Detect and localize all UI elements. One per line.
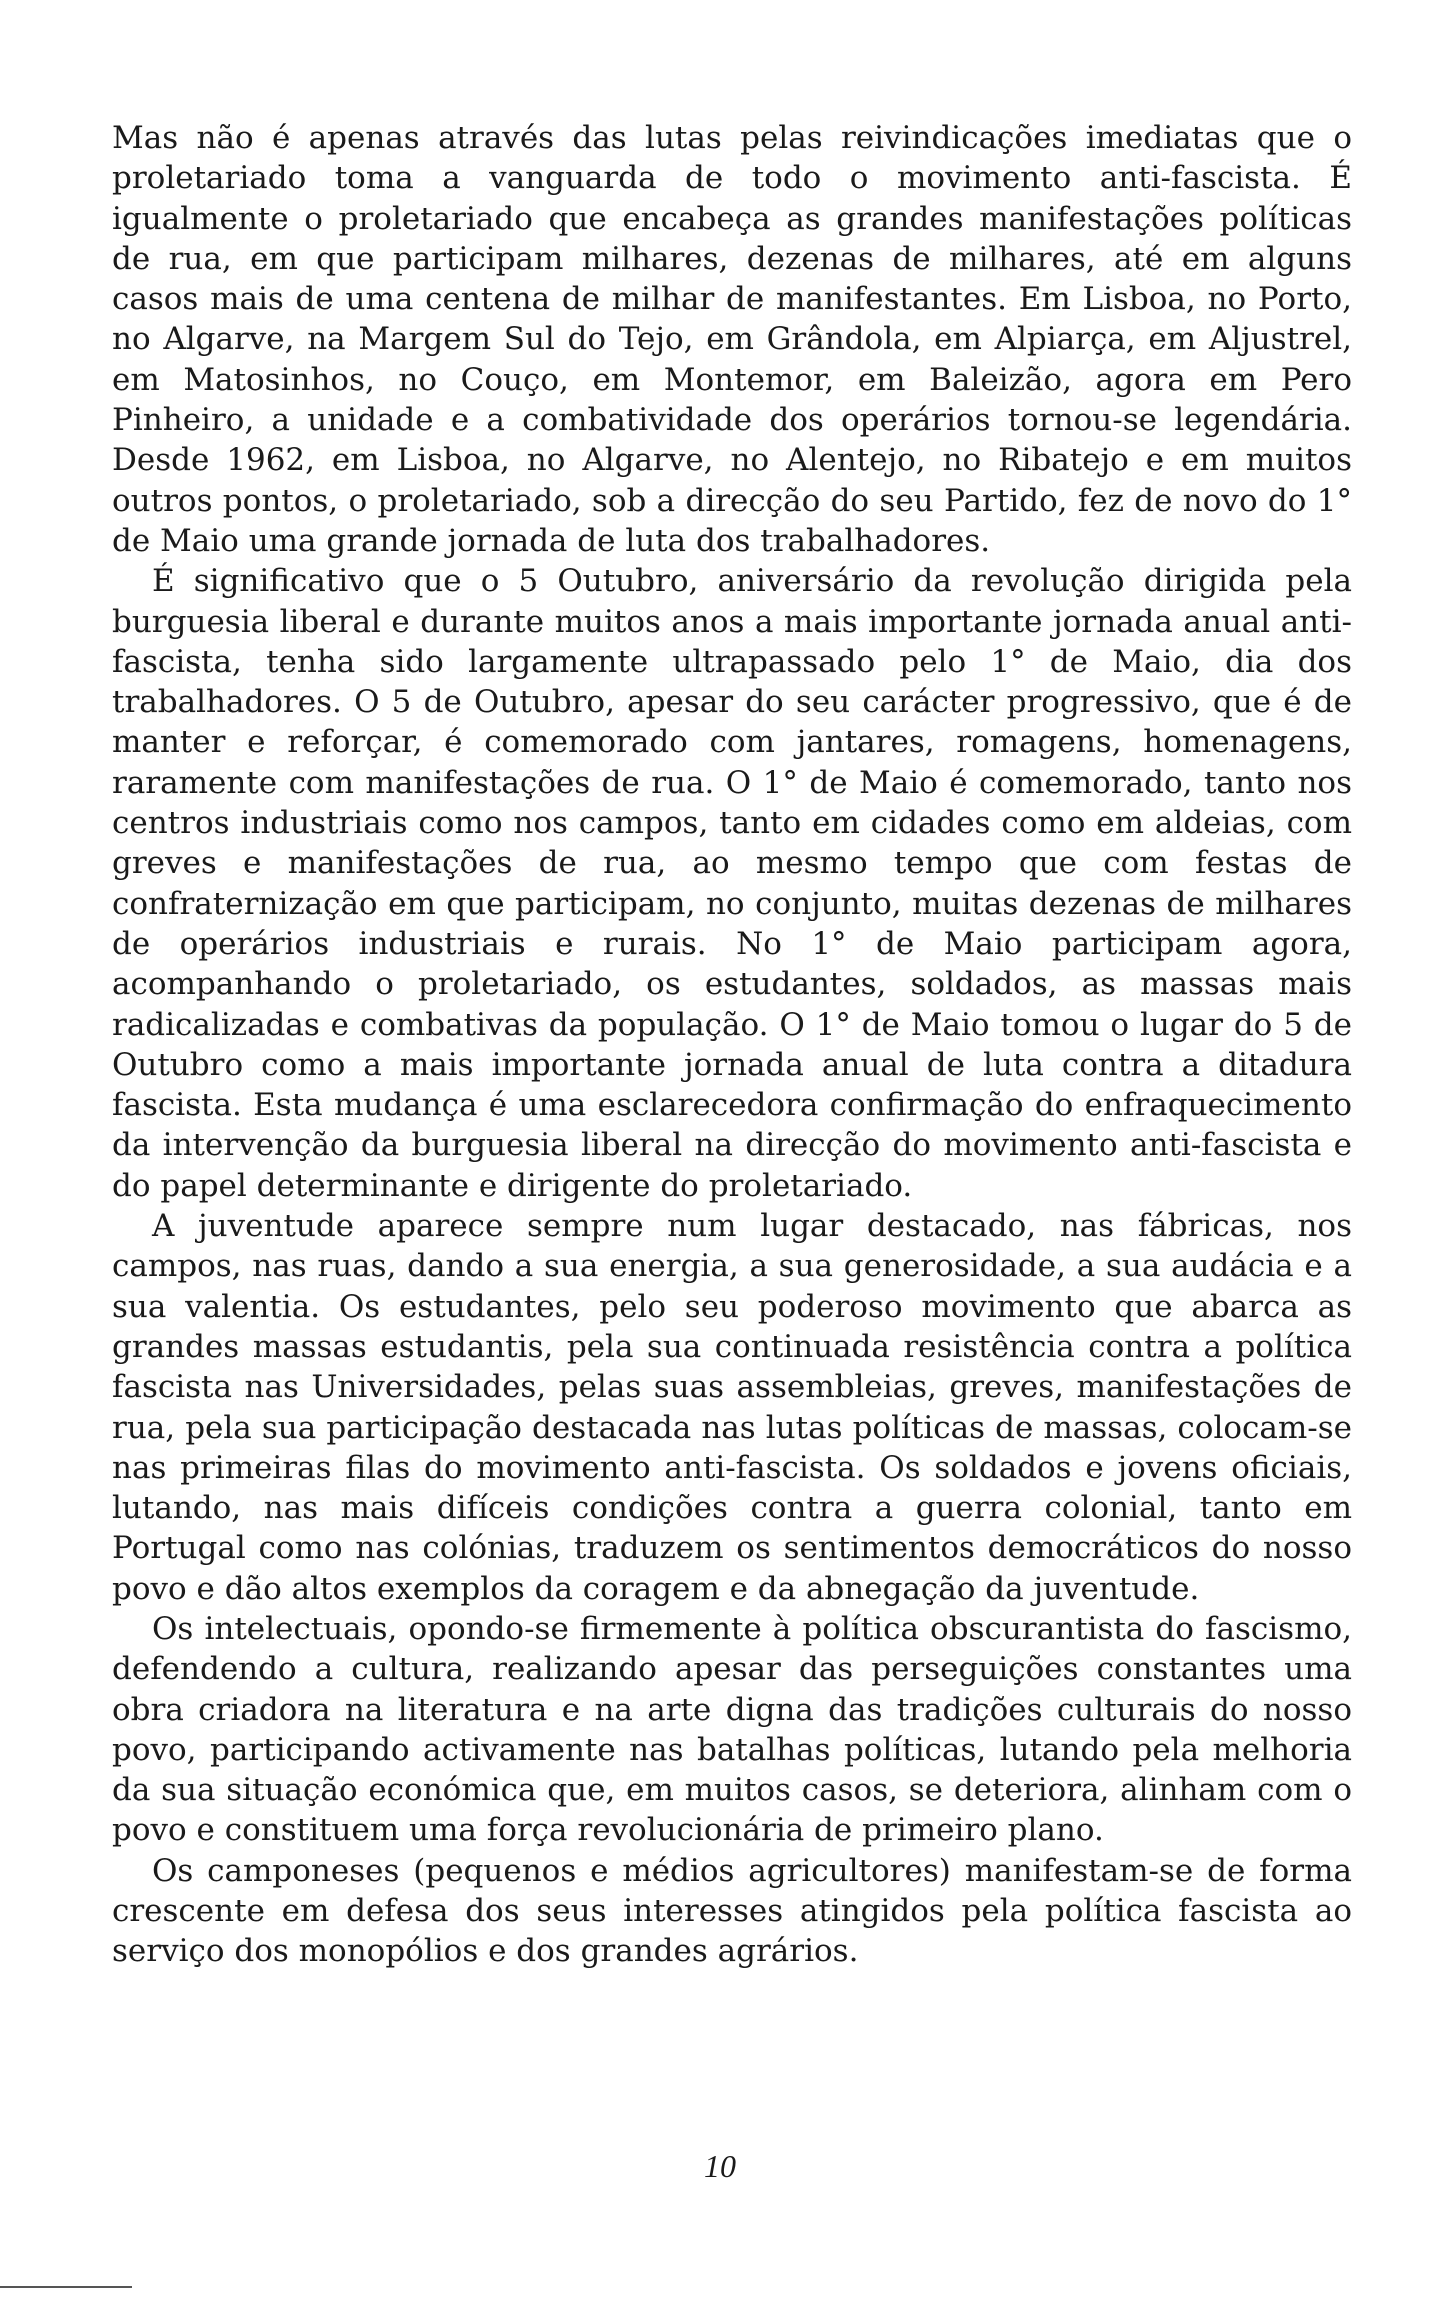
paragraph-peasants: Os camponeses (pequenos e médios agricultores) manifestam-se de forma crescente em defesa dos seus interesses atingidos pela política fascista ao serviço dos monopólios e dos grandes agrários. [112, 1852, 1352, 1970]
paragraph-proletariat-demonstrations: Mas não é apenas através das lutas pelas reivindicações imediatas que o proletariado toma a vanguarda de todo o movimento anti-fascista. É igualmente o proletariado que encabeça as grandes manifestações políticas de rua, em que participam milhares, dezenas de milhares, até em alguns casos mais de uma centena de milhar de manifestantes. Em Lisboa, no Porto, no Algarve, na Margem Sul do Tejo, em Grândola, em Alpiarça, em Aljustrel, em Matosinhos, no Couço, em Montemor, em Baleizão, agora em Pero Pinheiro, a unidade e a combatividade dos operários tornou-se legendária. Desde 1962, em Lisboa, no Algarve, no Alentejo, no Ribatejo e em muitos outros pontos, o proletariado, sob a direcção do seu Partido, fez de novo do 1° de Maio uma grande jornada de luta dos trabalhadores. [112, 120, 1352, 559]
page-number: 10 [704, 2148, 736, 2184]
paragraph-5-outubro-1-maio: É significativo que o 5 Outubro, aniversário da revolução dirigida pela burguesia liberal e durante muitos anos a mais importante jornada anual anti-fascista, tenha sido largamente ultrapassado pelo 1° de Maio, dia dos trabalhadores. O 5 de Outubro, apesar do seu carácter progressivo, que é de manter e reforçar, é comemorado com jantares, romagens, homenagens, raramente com manifestações de rua. O 1° de Maio é comemorado, tanto nos centros industriais como nos campos, tanto em cidades como em aldeias, com greves e manifestações de rua, ao mesmo tempo que com festas de confraternização em que participam, no conjunto, muitas dezenas de milhares de operários industriais e rurais. No 1° de Maio participam agora, acompanhando o proletariado, os estudantes, soldados, as massas mais radicalizadas e combativas da população. O 1° de Maio tomou o lugar do 5 de Outubro como a mais importante jornada anual de luta contra a ditadura fascista. Esta mudança é uma esclarecedora confirmação do enfraquecimento da intervenção da burguesia liberal na direcção do movimento anti-fascista e do papel determinante e dirigente do proletariado. [112, 563, 1352, 1204]
paragraph-intellectuals: Os intelectuais, opondo-se firmemente à política obscurantista do fascismo, defendendo a cultura, realizando apesar das perseguições constantes uma obra criadora na literatura e na arte digna das tradições culturais do nosso povo, participando activamente nas batalhas políticas, lutando pela melhoria da sua situação económica que, em muitos casos, se deteriora, alinham com o povo e constituem uma força revolucionária de primeiro plano. [112, 1610, 1352, 1849]
scan-edge-rule [0, 2286, 132, 2288]
body-text [112, 118, 1352, 1972]
paragraph-youth: A juventude aparece sempre num lugar destacado, nas fábricas, nos campos, nas ruas, dando a sua energia, a sua generosidade, a sua audácia e a sua valentia. Os estudantes, pelo seu poderoso movimento que abarca as grandes massas estudantis, pela sua continuada resistência contra a política fascista nas Universidades, pelas suas assembleias, greves, manifestações de rua, pela sua participação destacada nas lutas políticas de massas, colocam-se nas primeiras filas do movimento anti-fascista. Os soldados e jovens oficiais, lutando, nas mais difíceis condições contra a guerra colonial, tanto em Portugal como nas colónias, traduzem os sentimentos democráticos do nosso povo e dão altos exemplos da coragem e da abnegação da juventude. [112, 1208, 1352, 1607]
